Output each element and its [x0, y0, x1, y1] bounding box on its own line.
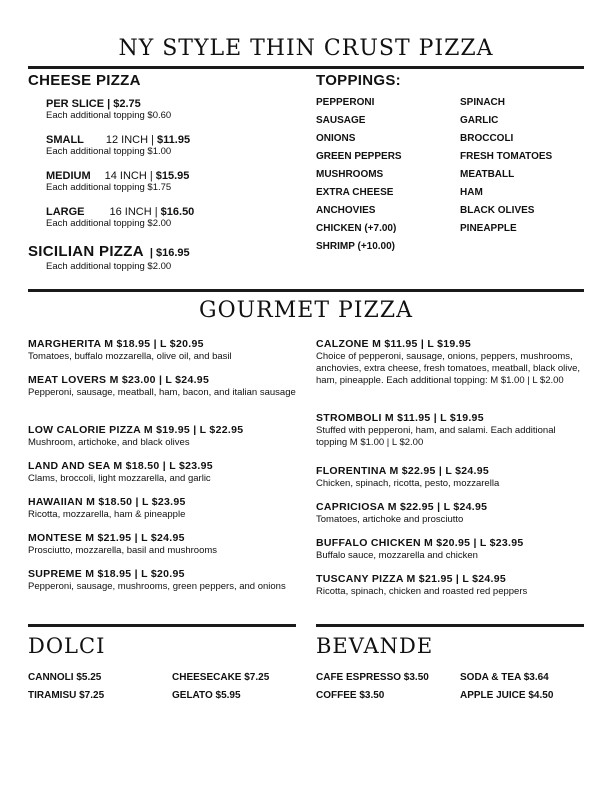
gourmet-item	[28, 495, 300, 521]
gourmet-item-description: Pepperoni, sausage, meatball, ham, bacon, and italian sausage	[28, 387, 296, 398]
small-size: 12 INCH |	[105, 134, 154, 146]
header-divider	[28, 66, 584, 69]
gourmet-item	[316, 536, 588, 562]
gourmet-item	[28, 423, 300, 449]
topping-item: MEATBALL	[460, 169, 515, 180]
toppings-column-2	[460, 94, 552, 238]
sicilian-price: | $16.95	[149, 247, 190, 259]
per-slice-label: PER SLICE | $2.75	[46, 98, 141, 110]
gourmet-item-name: SUPREME M $18.95 | L $20.95	[28, 568, 185, 580]
gourmet-item	[28, 373, 300, 399]
gourmet-item	[316, 337, 588, 387]
medium-size: 14 INCH |	[104, 170, 153, 182]
gourmet-item-name: MARGHERITA M $18.95 | L $20.95	[28, 338, 204, 350]
per-slice-topping: Each additional topping $0.60	[46, 110, 172, 121]
dolci-heading: DOLCI	[28, 634, 106, 658]
small-item	[46, 134, 190, 158]
gourmet-item-description: Ricotta, mozzarella, ham & pineapple	[28, 509, 186, 520]
dolci-item: GELATO $5.95	[172, 690, 241, 701]
topping-item: BROCCOLI	[460, 133, 514, 144]
toppings-column-1	[316, 94, 402, 256]
small-label: SMALL	[46, 134, 84, 146]
gourmet-item-name: FLORENTINA M $22.95 | L $24.95	[316, 465, 489, 477]
gourmet-item	[316, 572, 588, 598]
cheese-pizza-heading: CHEESE PIZZA	[28, 72, 141, 89]
medium-item	[46, 170, 189, 194]
gourmet-heading: GOURMET PIZZA	[199, 298, 413, 323]
topping-item: EXTRA CHEESE	[316, 187, 394, 198]
topping-item: SAUSAGE	[316, 115, 366, 126]
medium-price: $15.95	[155, 170, 190, 182]
page-title: NY STYLE THIN CRUST PIZZA	[118, 36, 494, 61]
topping-item: ANCHOVIES	[316, 205, 376, 216]
gourmet-item-name: MEAT LOVERS M $23.00 | L $24.95	[28, 374, 210, 386]
small-price: $11.95	[157, 134, 191, 146]
bevande-item: COFFEE $3.50	[316, 690, 385, 701]
gourmet-item-description: Pepperoni, sausage, mushrooms, green peppers, and onions	[28, 581, 286, 592]
large-size: 16 INCH |	[109, 206, 158, 218]
gourmet-item-description: Mushroom, artichoke, and black olives	[28, 437, 190, 448]
gourmet-item-description: Tomatoes, artichoke and prosciutto	[316, 514, 464, 525]
gourmet-item-description: Clams, broccoli, light mozzarella, and garlic	[28, 473, 211, 484]
dolci-divider	[28, 624, 296, 627]
topping-item: GREEN PEPPERS	[316, 151, 402, 162]
topping-item: CHICKEN (+7.00)	[316, 223, 397, 234]
gourmet-item-name: LAND AND SEA M $18.50 | L $23.95	[28, 460, 213, 472]
bevande-item: SODA & TEA $3.64	[460, 672, 549, 683]
small-topping: Each additional topping $1.00	[46, 146, 172, 157]
gourmet-item-description: Prosciutto, mozzarella, basil and mushrooms	[28, 545, 218, 556]
bevande-divider	[316, 624, 584, 627]
topping-item: GARLIC	[460, 115, 499, 126]
per-slice-item	[46, 98, 171, 122]
topping-item: PEPPERONI	[316, 97, 375, 108]
topping-item: SPINACH	[460, 97, 506, 108]
dolci-item: CHEESECAKE $7.25	[172, 672, 270, 683]
gourmet-item-name: BUFFALO CHICKEN M $20.95 | L $23.95	[316, 537, 524, 549]
gourmet-item	[28, 459, 300, 485]
gourmet-item-name: STROMBOLI M $11.95 | L $19.95	[316, 412, 484, 424]
gourmet-item-description: Ricotta, spinach, chicken and roasted red peppers	[316, 586, 528, 597]
large-label: LARGE	[46, 206, 85, 218]
gourmet-item-description: Buffalo sauce, mozzarella and chicken	[316, 550, 478, 561]
sicilian-topping: Each additional topping $2.00	[46, 261, 172, 272]
gourmet-item-description: Stuffed with pepperoni, ham, and salami. Each additional topping M $1.00 | L $2.00	[316, 425, 556, 448]
gourmet-item	[316, 464, 588, 490]
gourmet-item-name: CAPRICIOSA M $22.95 | L $24.95	[316, 501, 488, 513]
gourmet-item-description: Choice of pepperoni, sausage, onions, peppers, mushrooms, anchovies, extra cheese, fresh tomatoes, meatball, black olive, ham, pineapple. Each additional topping: M $1.00 | L $2.00	[316, 351, 581, 386]
gourmet-item	[28, 337, 300, 363]
dolci-item: TIRAMISU $7.25	[28, 690, 105, 701]
topping-item: MUSHROOMS	[316, 169, 384, 180]
gourmet-item-description: Chicken, spinach, ricotta, pesto, mozzarella	[316, 478, 500, 489]
dolci-item: CANNOLI $5.25	[28, 672, 102, 683]
gourmet-divider	[28, 289, 584, 292]
gourmet-item-name: HAWAIIAN M $18.50 | L $23.95	[28, 496, 186, 508]
toppings-heading: TOPPINGS:	[316, 72, 401, 89]
bevande-item: APPLE JUICE $4.50	[460, 690, 554, 701]
sicilian-heading: SICILIAN PIZZA	[28, 243, 144, 260]
sicilian-item	[28, 243, 190, 273]
gourmet-item-name: LOW CALORIE PIZZA M $19.95 | L $22.95	[28, 424, 244, 436]
large-item	[46, 206, 194, 230]
gourmet-item-name: MONTESE M $21.95 | L $24.95	[28, 532, 185, 544]
gourmet-item-description: Tomatoes, buffalo mozzarella, olive oil, and basil	[28, 351, 232, 362]
topping-item: HAM	[460, 187, 483, 198]
medium-label: MEDIUM	[46, 170, 91, 182]
bevande-item: CAFE ESPRESSO $3.50	[316, 672, 429, 683]
topping-item: FRESH TOMATOES	[460, 151, 553, 162]
bevande-heading: BEVANDE	[316, 634, 434, 658]
gourmet-item	[316, 500, 588, 526]
topping-item: BLACK OLIVES	[460, 205, 535, 216]
large-price: $16.50	[160, 206, 195, 218]
medium-topping: Each additional topping $1.75	[46, 182, 172, 193]
gourmet-item	[28, 531, 300, 557]
large-topping: Each additional topping $2.00	[46, 218, 172, 229]
gourmet-item-name: TUSCANY PIZZA M $21.95 | L $24.95	[316, 573, 507, 585]
topping-item: ONIONS	[316, 133, 356, 144]
gourmet-item	[316, 411, 588, 449]
gourmet-item	[28, 567, 300, 593]
gourmet-item-name: CALZONE M $11.95 | L $19.95	[316, 338, 471, 350]
topping-item: PINEAPPLE	[460, 223, 517, 234]
topping-item: SHRIMP (+10.00)	[316, 241, 396, 252]
